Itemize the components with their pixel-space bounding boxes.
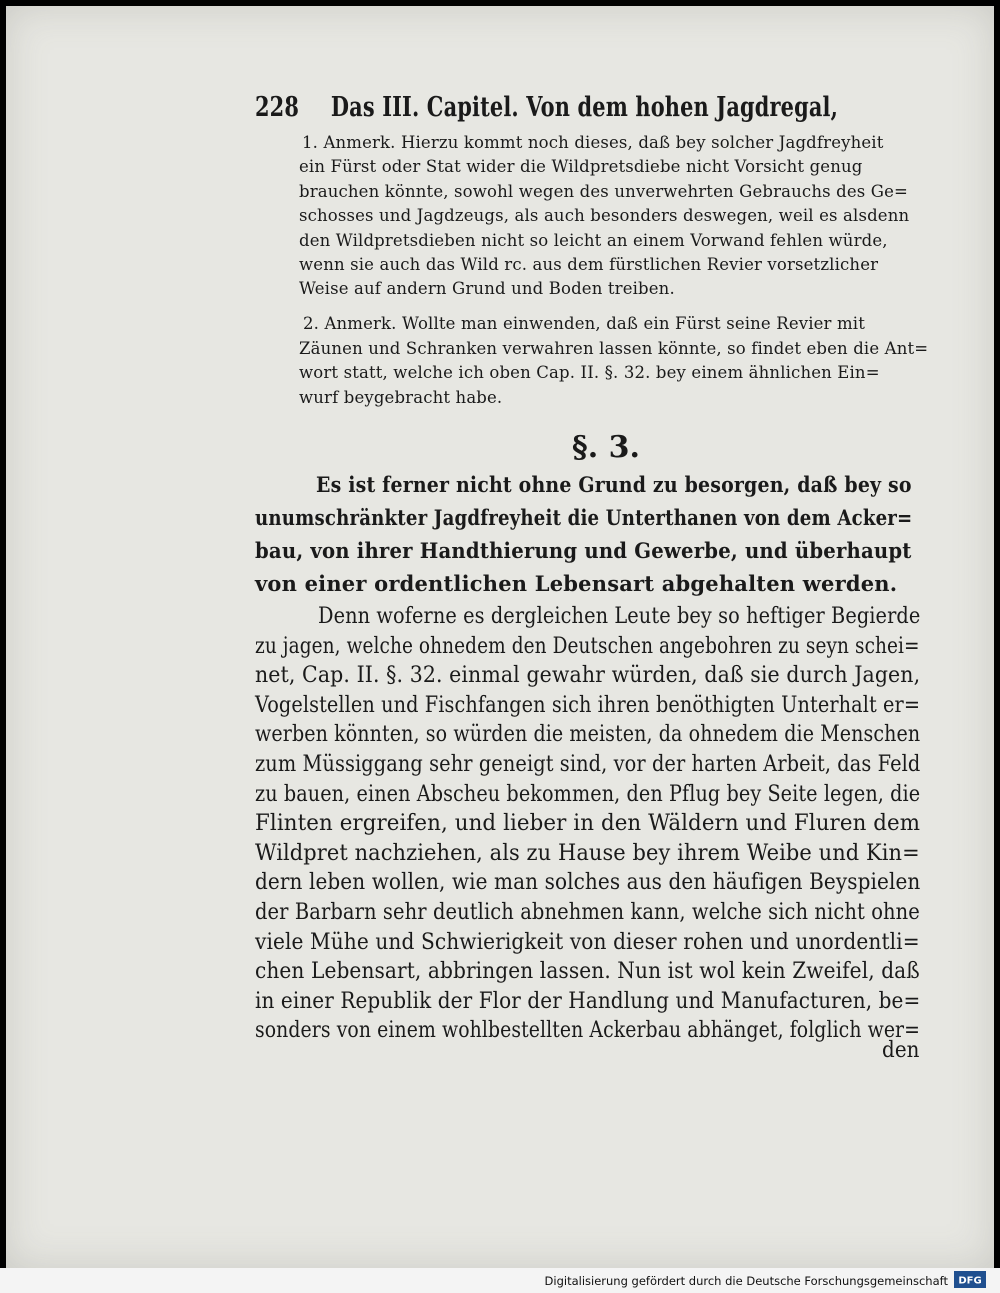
book-page xyxy=(6,6,994,1268)
text-line: Vogelstellen und Fischfangen sich ihren benöthigten Unterhalt er= xyxy=(255,691,921,718)
dfg-logo xyxy=(954,1271,986,1288)
text-line: zum Müssiggang sehr geneigt sind, vor der harten Arbeit, das Feld xyxy=(255,751,921,777)
text-line: werben könnten, so würden die meisten, da ohnedem die Menschen xyxy=(255,721,921,748)
text-line: 2. Anmerk. Wollte man einwenden, daß ein Fürst seine Revier mit xyxy=(303,314,865,333)
text-line: brauchen könnte, sowohl wegen des unverwehrten Gebrauchs des Ge= xyxy=(299,181,908,201)
catchword: den xyxy=(882,1037,920,1063)
text-line: Denn woferne es dergleichen Leute bey so heftiger Begierde xyxy=(318,603,921,629)
text-line: sonders von einem wohlbestellten Ackerbau abhänget, folglich wer= xyxy=(255,1017,921,1044)
text-line: zu bauen, einen Abscheu bekommen, den Pflug bey Seite legen, die xyxy=(255,780,921,807)
text-line: unumschränkter Jagdfreyheit die Unterthanen von dem Acker= xyxy=(255,505,913,530)
text-line: 1. Anmerk. Hierzu kommt noch dieses, daß bey solcher Jagdfreyheit xyxy=(302,133,884,152)
text-line: den Wildpretsdieben nicht so leicht an einem Vorwand fehlen würde, xyxy=(299,230,888,250)
text-line: dern leben wollen, wie man solches aus den häufigen Beyspielen xyxy=(255,869,921,896)
footer-credit: Digitalisierung gefördert durch die Deutsche Forschungsgemeinschaft xyxy=(544,1274,948,1288)
text-line: viele Mühe und Schwierigkeit von dieser rohen und unordentli= xyxy=(255,928,920,955)
text-line: net, Cap. II. §. 32. einmal gewahr würden, daß sie durch Jagen, xyxy=(255,662,921,689)
section-heading: §. 3. xyxy=(572,430,640,465)
text-line: der Barbarn sehr deutlich abnehmen kann, welche sich nicht ohne xyxy=(255,899,920,925)
text-line: Weise auf andern Grund und Boden treiben. xyxy=(299,279,675,299)
text-line: Wildpret nachziehen, als zu Hause bey ihrem Weibe und Kin= xyxy=(255,839,920,866)
text-line: wenn sie auch das Wild rc. aus dem fürstlichen Revier vorsetzlicher xyxy=(299,255,879,274)
text-line: wurf beygebracht habe. xyxy=(299,387,503,407)
text-line: von einer ordentlichen Lebensart abgehalten werden. xyxy=(255,571,898,596)
text-line: Flinten ergreifen, und lieber in den Wäldern und Fluren dem xyxy=(255,810,921,837)
page-header xyxy=(255,92,838,123)
page-number: 228 xyxy=(255,92,300,123)
dfg-logo-text: DFG xyxy=(958,1275,982,1287)
text-line: in einer Republik der Flor der Handlung und Manufacturen, be= xyxy=(255,987,921,1014)
text-line: ein Fürst oder Stat wider die Wildpretsdiebe nicht Vorsicht genug xyxy=(299,157,863,177)
text-line: schosses und Jagdzeugs, als auch besonders deswegen, weil es alsdenn xyxy=(299,206,910,226)
text-line: bau, von ihrer Handthierung und Gewerbe, und überhaupt xyxy=(255,538,912,563)
text-line: zu jagen, welche ohnedem den Deutschen angebohren zu seyn schei= xyxy=(255,632,920,659)
running-title: Das III. Capitel. Von dem hohen Jagdregal, xyxy=(330,92,839,123)
text-line: Zäunen und Schranken verwahren lassen könnte, so findet eben die Ant= xyxy=(299,338,929,358)
text-line: wort statt, welche ich oben Cap. II. §. 32. bey einem ähnlichen Ein= xyxy=(299,363,880,382)
text-line: chen Lebensart, abbringen lassen. Nun ist wol kein Zweifel, daß xyxy=(255,958,920,985)
text-line: Es ist ferner nicht ohne Grund zu besorgen, daß bey so xyxy=(316,472,912,497)
